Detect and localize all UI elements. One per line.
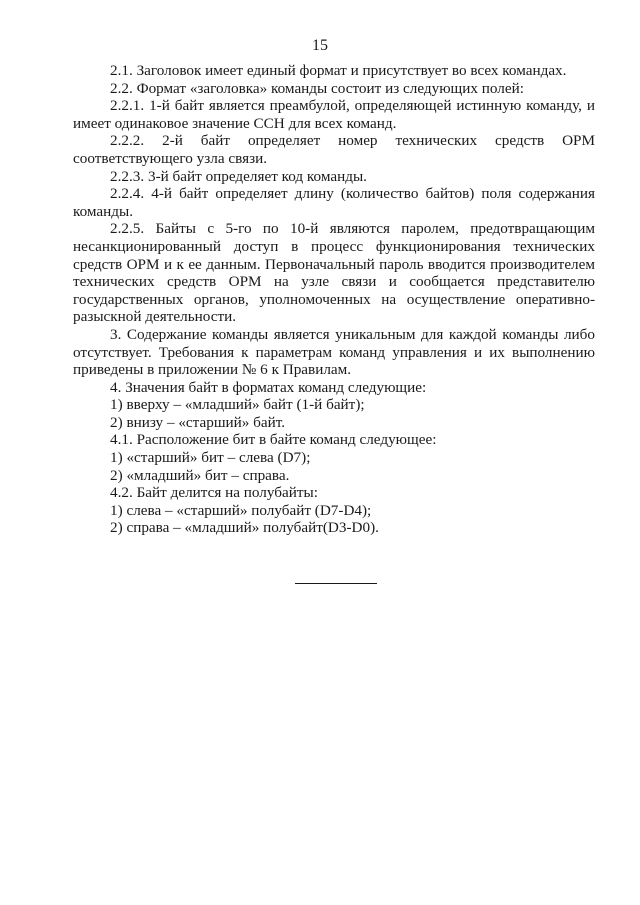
end-divider <box>295 583 377 584</box>
list-item: 2) внизу – «старший» байт. <box>110 413 286 431</box>
paragraph-2-2-3: 2.2.3. 3-й байт определяет код команды. <box>110 167 367 185</box>
paragraph-3: 3. Содержание команды является уникальным для каждой команды либо отсутствует. Требования к параметрам команд управления и их выполнению приведены в приложении № 6 к Правилам. <box>73 325 595 379</box>
paragraph-2-1: 2.1. Заголовок имеет единый формат и присутствует во всех командах. <box>110 62 567 79</box>
page-number: 15 <box>312 37 328 54</box>
paragraph-2-2-1: 2.2.1. 1-й байт является преамбулой, определяющей истинную команду, и имеет одинаковое значение ССН для всех команд. <box>73 97 595 132</box>
paragraph-4: 4. Значения байт в форматах команд следующие: <box>110 378 427 396</box>
paragraph-2-2: 2.2. Формат «заголовка» команды состоит из следующих полей: <box>110 79 524 97</box>
paragraph-4-1: 4.1. Расположение бит в байте команд следующее: <box>110 431 437 449</box>
list-item: 1) слева – «старший» полубайт (D7-D4); <box>110 501 372 519</box>
list-item: 1) «старший» бит – слева (D7); <box>110 449 311 467</box>
paragraph-4-2: 4.2. Байт делится на полубайты: <box>110 484 318 502</box>
list-item: 2) «младший» бит – справа. <box>110 466 290 484</box>
paragraph-2-2-5: 2.2.5. Байты с 5-го по 10-й являются паролем, предотвращающим несанкционированный доступ в процесс функционирования технических средств ОРМ и к ее данным. Первоначальный пароль вводится производителем технических средств ОРМ на узле связи и сообщается представителю государственных органов, уполномоченных на осуществление оперативно-разыскной деятельности. <box>73 220 595 326</box>
paragraph-2-2-2: 2.2.2. 2-й байт определяет номер технических средств ОРМ соответствующего узла связи. <box>73 132 595 167</box>
document-body <box>73 62 595 537</box>
paragraph-2-2-4: 2.2.4. 4-й байт определяет длину (количество байтов) поля содержания команды. <box>73 185 595 220</box>
list-item: 1) вверху – «младший» байт (1-й байт); <box>110 396 365 414</box>
list-item: 2) справа – «младший» полубайт(D3-D0). <box>110 519 379 537</box>
